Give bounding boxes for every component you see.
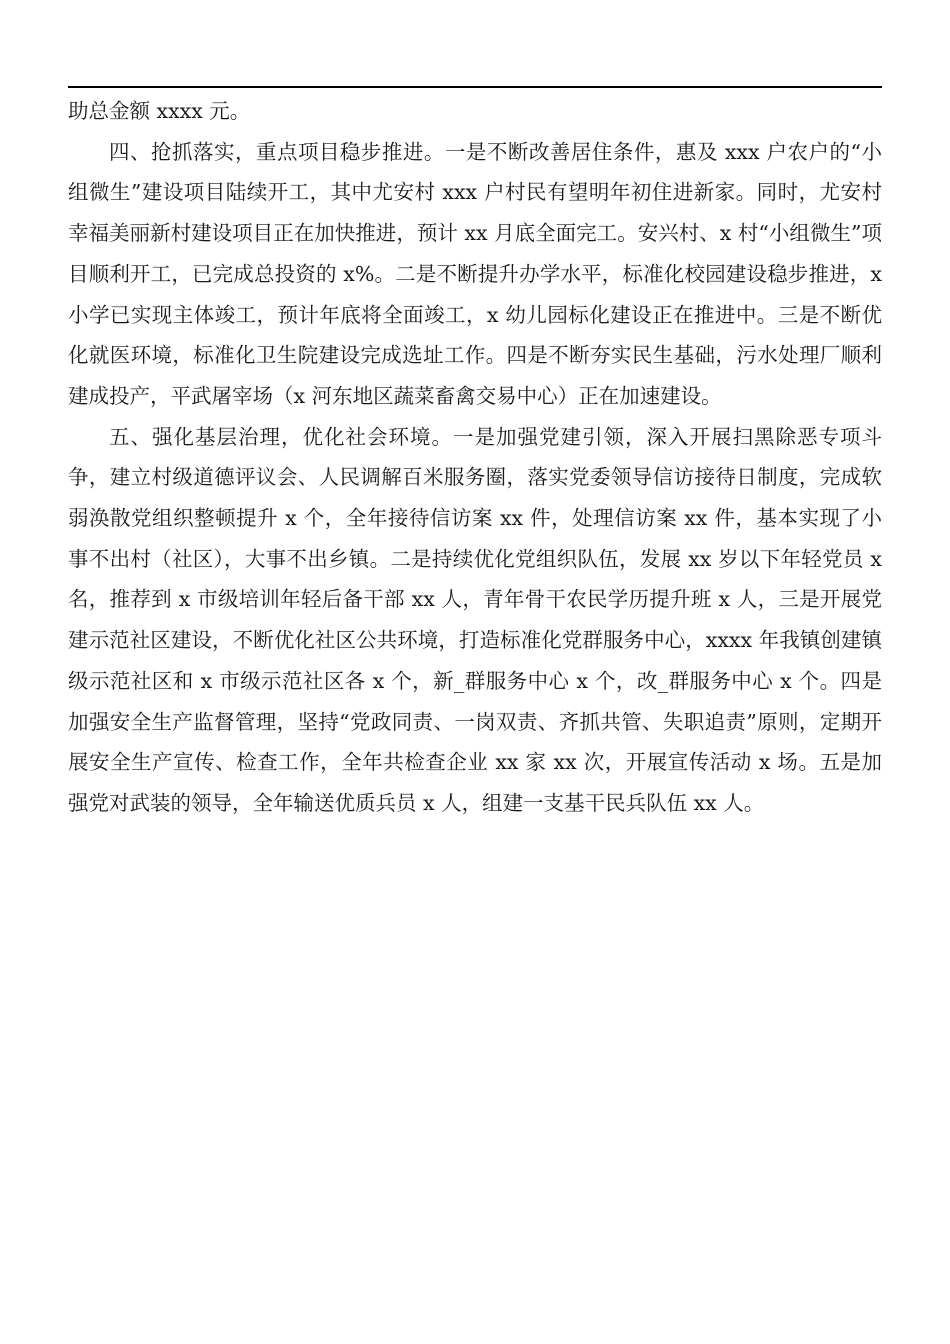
document-body bbox=[68, 91, 882, 824]
paragraph-grassroots-governance: 五、强化基层治理，优化社会环境。一是加强党建引领，深入开展扫黑除恶专项斗争，建立村级道德评议会、人民调解百米服务圈，落实党委领导信访接待日制度，完成软弱涣散党组织整顿提升 x 个，全年接待信访案 xx 件，处理信访案 xx 件，基本实现了小事不出村（社区），大事不出乡镇。二是持续优化党组织队伍，发展 xx 岁以下年轻党员 x 名，推荐到 x 市级培训年轻后备干部 xx 人，青年骨干农民学历提升班 x 人，三是开展党建示范社区建设，不断优化社区公共环境，打造标准化党群服务中心，xxxx 年我镇创建镇级示范社区和 x 市级示范社区各 x 个，新_群服务中心 x 个，改_群服务中心 x 个。四是加强安全生产监督管理，坚持“党政同责、一岗双责、齐抓共管、失职追责”原则，定期开展安全生产宣传、检查工作，全年共检查企业 xx 家 xx 次，开展宣传活动 x 场。五是加强党对武装的领导，全年输送优质兵员 x 人，组建一支基干民兵队伍 xx 人。 bbox=[68, 424, 882, 815]
paragraph-continuation: 助总金额 xxxx 元。 bbox=[68, 99, 251, 123]
header-rule bbox=[68, 86, 882, 88]
paragraph-key-projects: 四、抢抓落实，重点项目稳步推进。一是不断改善居住条件，惠及 xxx 户农户的“小组微生”建设项目陆续开工，其中尤安村 xxx 户村民有望明年初住进新家。同时，尤安村幸福美丽新村建设项目正在加快推进，预计 xx 月底全面完工。安兴村、x 村“小组微生”项目顺利开工，已完成总投资的 x%。二是不断提升办学水平，标准化校园建设稳步推进，x 小学已实现主体竣工，预计年底将全面竣工，x 幼儿园标化建设正在推进中。三是不断优化就医环境，标准化卫生院建设完成选址工作。四是不断夯实民生基础，污水处理厂顺利建成投产，平武屠宰场（x 河东地区蔬菜畜禽交易中心）正在加速建设。 bbox=[68, 139, 882, 408]
